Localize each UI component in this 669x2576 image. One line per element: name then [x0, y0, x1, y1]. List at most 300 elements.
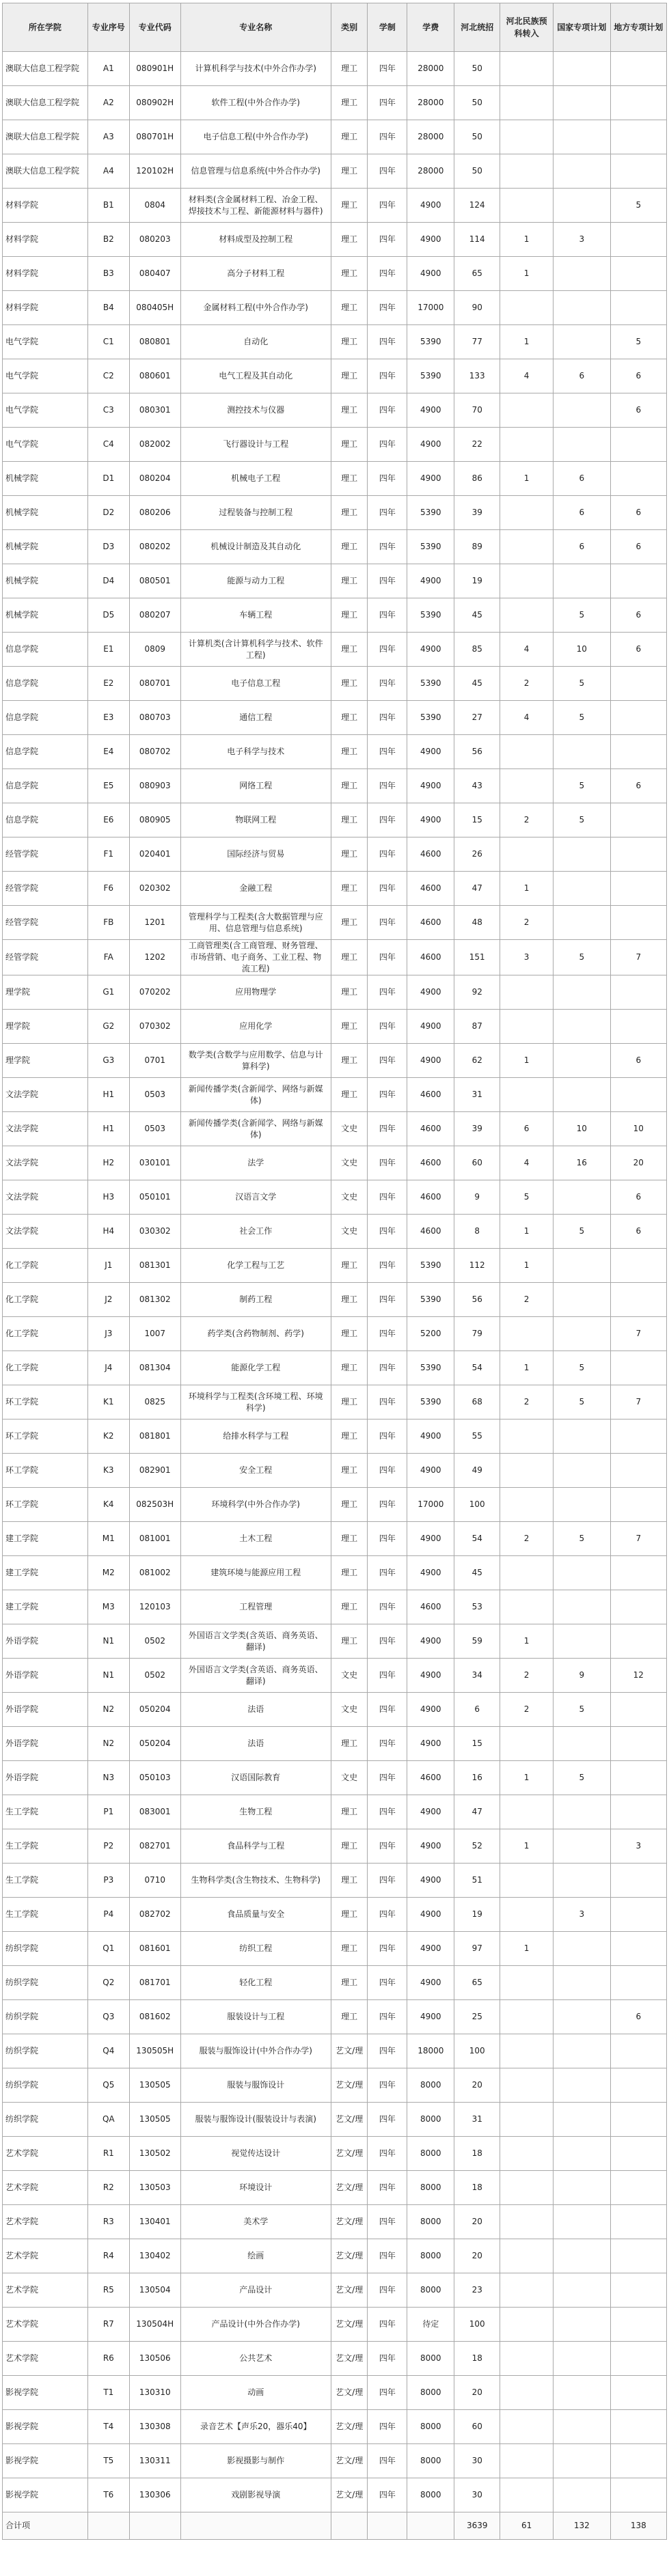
table-row — [3, 1044, 667, 1078]
cell-category: 理工 — [331, 1829, 367, 1864]
cell-national-special: 6 — [554, 359, 611, 393]
cell-duration: 四年 — [368, 598, 407, 633]
cell-major-seq: J1 — [87, 1249, 129, 1283]
cell-category: 艺文/理 — [331, 2444, 367, 2478]
cell-college: 纺织学院 — [3, 2000, 88, 2034]
cell-hebei-general: 151 — [454, 940, 500, 975]
cell-duration: 四年 — [368, 1659, 407, 1693]
table-row — [3, 2103, 667, 2137]
cell-major-seq: T1 — [87, 2376, 129, 2410]
cell-national-special: 6 — [554, 462, 611, 496]
cell-duration: 四年 — [368, 1488, 407, 1522]
table-row — [3, 667, 667, 701]
cell-category: 理工 — [331, 1795, 367, 1829]
cell-hebei-ethnic-prep — [500, 530, 554, 564]
cell-college: 材料学院 — [3, 223, 88, 257]
cell-national-special — [554, 564, 611, 598]
cell-major-seq: K2 — [87, 1419, 129, 1454]
cell-major-code: 080905 — [129, 803, 180, 837]
cell-category: 理工 — [331, 1556, 367, 1590]
cell-hebei-ethnic-prep — [500, 2239, 554, 2273]
cell-hebei-ethnic-prep: 4 — [500, 701, 554, 735]
cell-national-special — [554, 1829, 611, 1864]
cell-college: 纺织学院 — [3, 2068, 88, 2103]
cell-hebei-ethnic-prep — [500, 735, 554, 769]
cell-category: 艺文/理 — [331, 2308, 367, 2342]
table-row — [3, 1112, 667, 1146]
table-row — [3, 154, 667, 189]
cell-local-special — [610, 1283, 666, 1317]
total-empty-cell — [407, 2512, 454, 2540]
table-row — [3, 872, 667, 906]
cell-local-special — [610, 223, 666, 257]
cell-national-special — [554, 1317, 611, 1351]
table-row — [3, 2376, 667, 2410]
cell-duration: 四年 — [368, 2376, 407, 2410]
cell-hebei-general: 45 — [454, 598, 500, 633]
cell-major-seq: FA — [87, 940, 129, 975]
cell-major-name: 通信工程 — [180, 701, 331, 735]
cell-major-seq: C3 — [87, 393, 129, 428]
cell-college: 环工学院 — [3, 1419, 88, 1454]
cell-category: 文史 — [331, 1761, 367, 1795]
cell-duration: 四年 — [368, 1419, 407, 1454]
cell-major-code: 130308 — [129, 2410, 180, 2444]
cell-major-name: 金融工程 — [180, 872, 331, 906]
cell-tuition: 4900 — [407, 257, 454, 291]
cell-local-special — [610, 2273, 666, 2308]
cell-college: 影视学院 — [3, 2478, 88, 2512]
cell-college: 影视学院 — [3, 2410, 88, 2444]
cell-tuition: 4900 — [407, 975, 454, 1010]
cell-duration: 四年 — [368, 1180, 407, 1215]
enrollment-plan-table — [2, 3, 667, 2540]
table-row — [3, 52, 667, 86]
cell-hebei-ethnic-prep — [500, 1317, 554, 1351]
cell-major-seq: G3 — [87, 1044, 129, 1078]
cell-major-code: 081301 — [129, 1249, 180, 1283]
cell-major-name: 食品质量与安全 — [180, 1898, 331, 1932]
cell-college: 信息学院 — [3, 701, 88, 735]
cell-category: 理工 — [331, 1590, 367, 1624]
cell-national-special — [554, 52, 611, 86]
cell-major-seq: H2 — [87, 1146, 129, 1180]
cell-hebei-general: 47 — [454, 1795, 500, 1829]
cell-tuition: 4600 — [407, 1590, 454, 1624]
cell-major-seq: C2 — [87, 359, 129, 393]
cell-category: 理工 — [331, 1419, 367, 1454]
cell-major-name: 给排水科学与工程 — [180, 1419, 331, 1454]
cell-major-name: 应用化学 — [180, 1010, 331, 1044]
cell-hebei-general: 50 — [454, 86, 500, 120]
cell-hebei-ethnic-prep: 1 — [500, 1215, 554, 1249]
cell-major-seq: D4 — [87, 564, 129, 598]
cell-duration: 四年 — [368, 837, 407, 872]
cell-tuition: 28000 — [407, 86, 454, 120]
cell-local-special: 7 — [610, 1522, 666, 1556]
total-local-special: 138 — [610, 2512, 666, 2540]
cell-duration: 四年 — [368, 223, 407, 257]
cell-major-name: 新闻传播学类(含新闻学、网络与新媒体) — [180, 1078, 331, 1112]
cell-major-seq: P2 — [87, 1829, 129, 1864]
cell-tuition: 4900 — [407, 1693, 454, 1727]
cell-major-name: 信息管理与信息系统(中外合作办学) — [180, 154, 331, 189]
cell-duration: 四年 — [368, 462, 407, 496]
cell-local-special: 6 — [610, 2000, 666, 2034]
cell-major-code: 130311 — [129, 2444, 180, 2478]
total-empty-cell — [129, 2512, 180, 2540]
header-national-special: 国家专项计划 — [554, 3, 611, 52]
cell-major-name: 产品设计(中外合作办学) — [180, 2308, 331, 2342]
cell-major-seq: R5 — [87, 2273, 129, 2308]
table-row — [3, 975, 667, 1010]
cell-hebei-ethnic-prep — [500, 154, 554, 189]
cell-national-special — [554, 2103, 611, 2137]
cell-local-special: 6 — [610, 393, 666, 428]
cell-tuition: 4900 — [407, 1795, 454, 1829]
cell-local-special — [610, 975, 666, 1010]
cell-major-name: 建筑环境与能源应用工程 — [180, 1556, 331, 1590]
cell-major-name: 国际经济与贸易 — [180, 837, 331, 872]
cell-national-special — [554, 1590, 611, 1624]
cell-category: 文史 — [331, 1659, 367, 1693]
cell-major-code: 082701 — [129, 1829, 180, 1864]
cell-college: 机械学院 — [3, 462, 88, 496]
cell-national-special — [554, 1283, 611, 1317]
cell-major-name: 外国语言文学类(含英语、商务英语、翻译) — [180, 1624, 331, 1659]
cell-hebei-ethnic-prep: 3 — [500, 940, 554, 975]
cell-tuition: 8000 — [407, 2171, 454, 2205]
cell-tuition: 8000 — [407, 2342, 454, 2376]
cell-college: 电气学院 — [3, 428, 88, 462]
cell-major-name: 纺织工程 — [180, 1932, 331, 1966]
cell-duration: 四年 — [368, 2171, 407, 2205]
table-row — [3, 2478, 667, 2512]
cell-major-name: 产品设计 — [180, 2273, 331, 2308]
cell-college: 理学院 — [3, 975, 88, 1010]
cell-major-name: 环境科学与工程类(含环境工程、环境科学) — [180, 1385, 331, 1419]
cell-hebei-general: 39 — [454, 496, 500, 530]
cell-college: 化工学院 — [3, 1249, 88, 1283]
cell-major-name: 服装与服饰设计(中外合作办学) — [180, 2034, 331, 2068]
cell-major-name: 车辆工程 — [180, 598, 331, 633]
cell-major-code: 130306 — [129, 2478, 180, 2512]
table-row — [3, 701, 667, 735]
cell-national-special: 5 — [554, 1761, 611, 1795]
cell-hebei-general: 50 — [454, 52, 500, 86]
cell-major-name: 自动化 — [180, 325, 331, 359]
cell-category: 艺文/理 — [331, 2137, 367, 2171]
cell-major-code: 070202 — [129, 975, 180, 1010]
cell-tuition: 4900 — [407, 393, 454, 428]
cell-duration: 四年 — [368, 1215, 407, 1249]
cell-major-seq: F1 — [87, 837, 129, 872]
table-row — [3, 2137, 667, 2171]
cell-national-special: 5 — [554, 940, 611, 975]
cell-major-name: 测控技术与仪器 — [180, 393, 331, 428]
cell-hebei-general: 39 — [454, 1112, 500, 1146]
cell-major-code: 080405H — [129, 291, 180, 325]
cell-category: 理工 — [331, 223, 367, 257]
cell-category: 理工 — [331, 667, 367, 701]
cell-major-code: 081302 — [129, 1283, 180, 1317]
cell-hebei-ethnic-prep: 4 — [500, 1146, 554, 1180]
cell-national-special — [554, 1488, 611, 1522]
cell-major-seq: Q3 — [87, 2000, 129, 2034]
cell-college: 机械学院 — [3, 530, 88, 564]
cell-duration: 四年 — [368, 2034, 407, 2068]
cell-tuition: 4600 — [407, 1078, 454, 1112]
cell-national-special — [554, 154, 611, 189]
cell-hebei-general: 26 — [454, 837, 500, 872]
cell-college: 艺术学院 — [3, 2273, 88, 2308]
cell-category: 文史 — [331, 1215, 367, 1249]
cell-major-code: 081701 — [129, 1966, 180, 2000]
cell-category: 理工 — [331, 1488, 367, 1522]
cell-major-code: 130504H — [129, 2308, 180, 2342]
cell-national-special — [554, 2034, 611, 2068]
table-row — [3, 906, 667, 940]
cell-category: 理工 — [331, 530, 367, 564]
cell-college: 机械学院 — [3, 598, 88, 633]
cell-local-special — [610, 803, 666, 837]
cell-major-code: 0502 — [129, 1624, 180, 1659]
cell-major-seq: Q1 — [87, 1932, 129, 1966]
cell-local-special: 3 — [610, 1829, 666, 1864]
cell-hebei-general: 100 — [454, 2034, 500, 2068]
cell-college: 生工学院 — [3, 1795, 88, 1829]
cell-hebei-general: 70 — [454, 393, 500, 428]
header-hebei-ethnic-prep: 河北民族预科转入 — [500, 3, 554, 52]
cell-major-seq: FB — [87, 906, 129, 940]
cell-category: 理工 — [331, 701, 367, 735]
cell-local-special — [610, 2308, 666, 2342]
cell-local-special — [610, 2410, 666, 2444]
cell-major-code: 082503H — [129, 1488, 180, 1522]
cell-duration: 四年 — [368, 428, 407, 462]
cell-hebei-general: 34 — [454, 1659, 500, 1693]
cell-major-seq: J2 — [87, 1283, 129, 1317]
cell-local-special — [610, 1351, 666, 1385]
cell-hebei-ethnic-prep — [500, 1488, 554, 1522]
cell-duration: 四年 — [368, 2068, 407, 2103]
cell-hebei-ethnic-prep — [500, 2034, 554, 2068]
cell-major-seq: D5 — [87, 598, 129, 633]
table-row — [3, 2410, 667, 2444]
cell-major-seq: N2 — [87, 1727, 129, 1761]
cell-college: 建工学院 — [3, 1556, 88, 1590]
cell-college: 澳联大信息工程学院 — [3, 120, 88, 154]
cell-hebei-general: 55 — [454, 1419, 500, 1454]
table-row — [3, 496, 667, 530]
cell-duration: 四年 — [368, 1829, 407, 1864]
cell-category: 理工 — [331, 428, 367, 462]
cell-major-name: 法学 — [180, 1146, 331, 1180]
cell-tuition: 4900 — [407, 1727, 454, 1761]
cell-college: 澳联大信息工程学院 — [3, 86, 88, 120]
cell-hebei-ethnic-prep — [500, 2273, 554, 2308]
cell-national-special — [554, 2137, 611, 2171]
cell-major-code: 080703 — [129, 701, 180, 735]
cell-category: 理工 — [331, 1864, 367, 1898]
cell-local-special: 10 — [610, 1112, 666, 1146]
cell-major-code: 020302 — [129, 872, 180, 906]
cell-major-code: 080407 — [129, 257, 180, 291]
cell-hebei-general: 19 — [454, 564, 500, 598]
cell-major-name: 制药工程 — [180, 1283, 331, 1317]
cell-major-seq: H4 — [87, 1215, 129, 1249]
cell-duration: 四年 — [368, 393, 407, 428]
cell-category: 文史 — [331, 1146, 367, 1180]
cell-duration: 四年 — [368, 564, 407, 598]
cell-hebei-general: 100 — [454, 2308, 500, 2342]
cell-category: 理工 — [331, 325, 367, 359]
table-row — [3, 223, 667, 257]
cell-hebei-ethnic-prep — [500, 2410, 554, 2444]
cell-major-name: 美术学 — [180, 2205, 331, 2239]
cell-tuition: 17000 — [407, 1488, 454, 1522]
cell-college: 外语学院 — [3, 1659, 88, 1693]
cell-national-special: 5 — [554, 1215, 611, 1249]
cell-hebei-ethnic-prep — [500, 120, 554, 154]
table-row — [3, 2308, 667, 2342]
cell-major-code: 130503 — [129, 2171, 180, 2205]
cell-hebei-ethnic-prep: 1 — [500, 1829, 554, 1864]
cell-major-code: 0701 — [129, 1044, 180, 1078]
cell-major-code: 130502 — [129, 2137, 180, 2171]
cell-national-special: 16 — [554, 1146, 611, 1180]
cell-local-special — [610, 257, 666, 291]
cell-tuition: 28000 — [407, 120, 454, 154]
cell-hebei-ethnic-prep — [500, 1590, 554, 1624]
cell-hebei-general: 47 — [454, 872, 500, 906]
table-row — [3, 735, 667, 769]
cell-tuition: 4600 — [407, 872, 454, 906]
cell-national-special: 5 — [554, 803, 611, 837]
cell-college: 经管学院 — [3, 906, 88, 940]
cell-major-seq: R1 — [87, 2137, 129, 2171]
total-national-special: 132 — [554, 2512, 611, 2540]
cell-major-name: 物联网工程 — [180, 803, 331, 837]
cell-major-seq: H1 — [87, 1078, 129, 1112]
cell-national-special — [554, 872, 611, 906]
cell-college: 电气学院 — [3, 393, 88, 428]
cell-major-seq: A4 — [87, 154, 129, 189]
cell-major-code: 080801 — [129, 325, 180, 359]
table-row — [3, 1659, 667, 1693]
cell-hebei-ethnic-prep: 1 — [500, 1932, 554, 1966]
cell-major-seq: P1 — [87, 1795, 129, 1829]
cell-hebei-ethnic-prep — [500, 1454, 554, 1488]
cell-major-name: 法语 — [180, 1693, 331, 1727]
cell-category: 理工 — [331, 1624, 367, 1659]
cell-tuition: 4900 — [407, 1898, 454, 1932]
cell-major-name: 管理科学与工程类(含大数据管理与应用、信息管理与信息系统) — [180, 906, 331, 940]
cell-tuition: 4900 — [407, 564, 454, 598]
header-major-seq: 专业序号 — [87, 3, 129, 52]
cell-local-special — [610, 2342, 666, 2376]
cell-category: 理工 — [331, 769, 367, 803]
cell-local-special: 5 — [610, 325, 666, 359]
total-label: 合计项 — [3, 2512, 88, 2540]
cell-national-special — [554, 2444, 611, 2478]
cell-college: 电气学院 — [3, 325, 88, 359]
cell-major-name: 法语 — [180, 1727, 331, 1761]
cell-major-seq: C1 — [87, 325, 129, 359]
cell-national-special: 5 — [554, 1351, 611, 1385]
cell-local-special — [610, 1078, 666, 1112]
cell-local-special: 7 — [610, 940, 666, 975]
cell-major-code: 0809 — [129, 633, 180, 667]
cell-local-special — [610, 906, 666, 940]
cell-hebei-general: 19 — [454, 1898, 500, 1932]
cell-major-seq: A3 — [87, 120, 129, 154]
cell-college: 生工学院 — [3, 1829, 88, 1864]
cell-hebei-general: 48 — [454, 906, 500, 940]
table-row — [3, 2205, 667, 2239]
cell-major-seq: M1 — [87, 1522, 129, 1556]
cell-category: 理工 — [331, 1078, 367, 1112]
cell-major-name: 安全工程 — [180, 1454, 331, 1488]
cell-tuition: 5390 — [407, 667, 454, 701]
cell-duration: 四年 — [368, 1283, 407, 1317]
cell-major-seq: P3 — [87, 1864, 129, 1898]
cell-tuition: 4900 — [407, 1010, 454, 1044]
cell-national-special — [554, 1180, 611, 1215]
cell-national-special — [554, 1727, 611, 1761]
cell-hebei-general: 54 — [454, 1351, 500, 1385]
cell-national-special: 3 — [554, 223, 611, 257]
cell-major-name: 软件工程(中外合作办学) — [180, 86, 331, 120]
cell-major-seq: N3 — [87, 1761, 129, 1795]
cell-local-special: 7 — [610, 1317, 666, 1351]
table-row — [3, 2273, 667, 2308]
cell-tuition: 4900 — [407, 462, 454, 496]
cell-major-name: 服装设计与工程 — [180, 2000, 331, 2034]
cell-hebei-general: 59 — [454, 1624, 500, 1659]
cell-national-special — [554, 975, 611, 1010]
cell-tuition: 8000 — [407, 2444, 454, 2478]
table-row — [3, 462, 667, 496]
cell-local-special: 6 — [610, 496, 666, 530]
cell-major-name: 生物科学类(含生物技术、生物科学) — [180, 1864, 331, 1898]
cell-local-special — [610, 1693, 666, 1727]
cell-major-code: 130505 — [129, 2103, 180, 2137]
cell-major-code: 080202 — [129, 530, 180, 564]
cell-local-special — [610, 120, 666, 154]
cell-hebei-general: 90 — [454, 291, 500, 325]
cell-category: 理工 — [331, 1966, 367, 2000]
cell-tuition: 8000 — [407, 2273, 454, 2308]
cell-college: 机械学院 — [3, 564, 88, 598]
table-row — [3, 1693, 667, 1727]
cell-hebei-general: 62 — [454, 1044, 500, 1078]
cell-tuition: 8000 — [407, 2376, 454, 2410]
cell-major-code: 050101 — [129, 1180, 180, 1215]
cell-major-code: 080501 — [129, 564, 180, 598]
cell-major-seq: J3 — [87, 1317, 129, 1351]
cell-major-seq: A2 — [87, 86, 129, 120]
cell-national-special — [554, 1078, 611, 1112]
cell-hebei-ethnic-prep: 1 — [500, 1624, 554, 1659]
cell-duration: 四年 — [368, 1044, 407, 1078]
table-row — [3, 1624, 667, 1659]
cell-hebei-ethnic-prep — [500, 2171, 554, 2205]
cell-local-special: 5 — [610, 189, 666, 223]
cell-major-name: 服装与服饰设计 — [180, 2068, 331, 2103]
cell-college: 生工学院 — [3, 1864, 88, 1898]
cell-major-name: 材料成型及控制工程 — [180, 223, 331, 257]
